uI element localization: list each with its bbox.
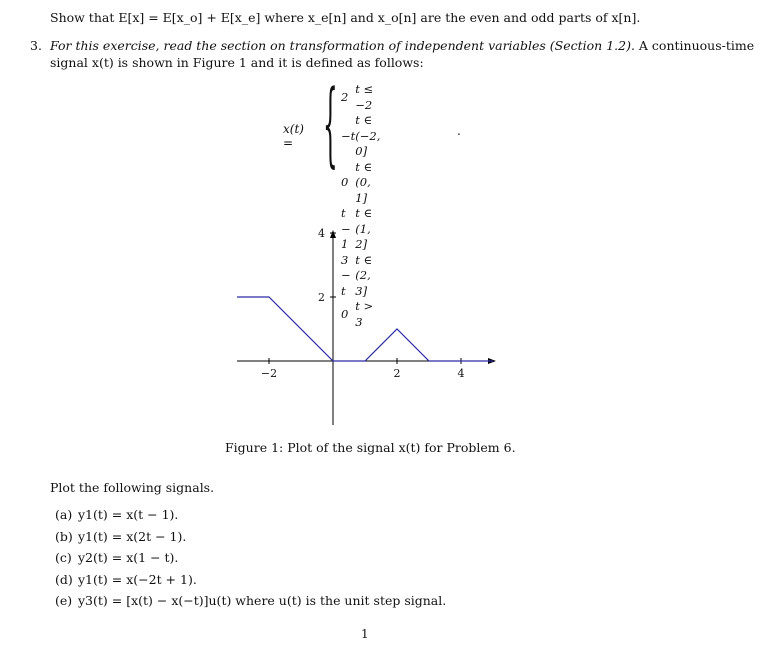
x-tick-label: 4 [457, 367, 465, 380]
exercise-item [55, 507, 178, 522]
x-tick-label: −2 [260, 367, 278, 380]
y-axis-arrow [330, 230, 336, 238]
piece-condition: t ∈ (−2, 0] [355, 113, 381, 158]
signal-line [237, 297, 493, 361]
piece-condition: t ∈ (2, 3] [355, 252, 373, 298]
exercise-label: (c) [55, 550, 72, 565]
definition-lhs: x(t) = [283, 122, 304, 150]
figure-caption: Figure 1: Plot of the signal x(t) for Problem 6. [225, 440, 516, 455]
problem-italic-text: For this exercise, read the section on transformation of independent variables (Section 1.2). [50, 38, 635, 53]
piece-value: 0 [341, 306, 349, 321]
exercise-text: y1(t) = x(−2t + 1). [78, 571, 197, 587]
exercise-label: (e) [55, 593, 73, 608]
exercise-item [55, 593, 446, 608]
exercise-text: y2(t) = x(1 − t). [78, 550, 179, 565]
exercise-text: y3(t) = [x(t) − x(−t)]u(t) where u(t) is the unit step signal. [78, 593, 447, 608]
problem-number: 3. [30, 38, 42, 53]
exercise-item [55, 529, 186, 544]
exercise-item [55, 550, 178, 565]
piece-value: 3 − t [341, 252, 351, 298]
y-tick-label: 4 [318, 227, 325, 240]
piece-condition: t ∈ (0, 1] [355, 159, 373, 205]
piece-value: 2 [341, 89, 349, 104]
y-tick-label: 2 [318, 291, 325, 304]
piece-value: 0 [341, 175, 349, 189]
piece-condition: t ≤ −2 [355, 82, 374, 112]
x-tick-label: 2 [393, 367, 401, 380]
intro-line: Show that E[x] = E[x_o] + E[x_e] where x_e[n] and x_o[n] are the even and odd parts of x[n]. [50, 10, 641, 25]
problem-line-2: signal x(t) is shown in Figure 1 and it is defined as follows: [50, 55, 424, 70]
exercise-text: y1(t) = x(t − 1). [78, 507, 179, 522]
exercise-label: (a) [55, 507, 73, 522]
exercise-intro: Plot the following signals. [50, 480, 215, 495]
exercise-text: y1(t) = x(2t − 1). [78, 528, 187, 544]
exercise-item [55, 572, 197, 587]
exercise-label: (d) [55, 571, 73, 587]
piece-condition: t > 3 [355, 299, 374, 329]
piece-condition: t ∈ (1, 2] [355, 206, 373, 251]
left-brace: { [323, 70, 338, 177]
piece-value: −t [341, 128, 356, 143]
page-number: 1 [361, 627, 369, 641]
exercise-label: (b) [55, 528, 73, 544]
problem-rest-text: A continuous-time [638, 38, 755, 53]
definition-end-mark: . [457, 124, 461, 138]
piece-value: t − 1 [341, 206, 351, 251]
